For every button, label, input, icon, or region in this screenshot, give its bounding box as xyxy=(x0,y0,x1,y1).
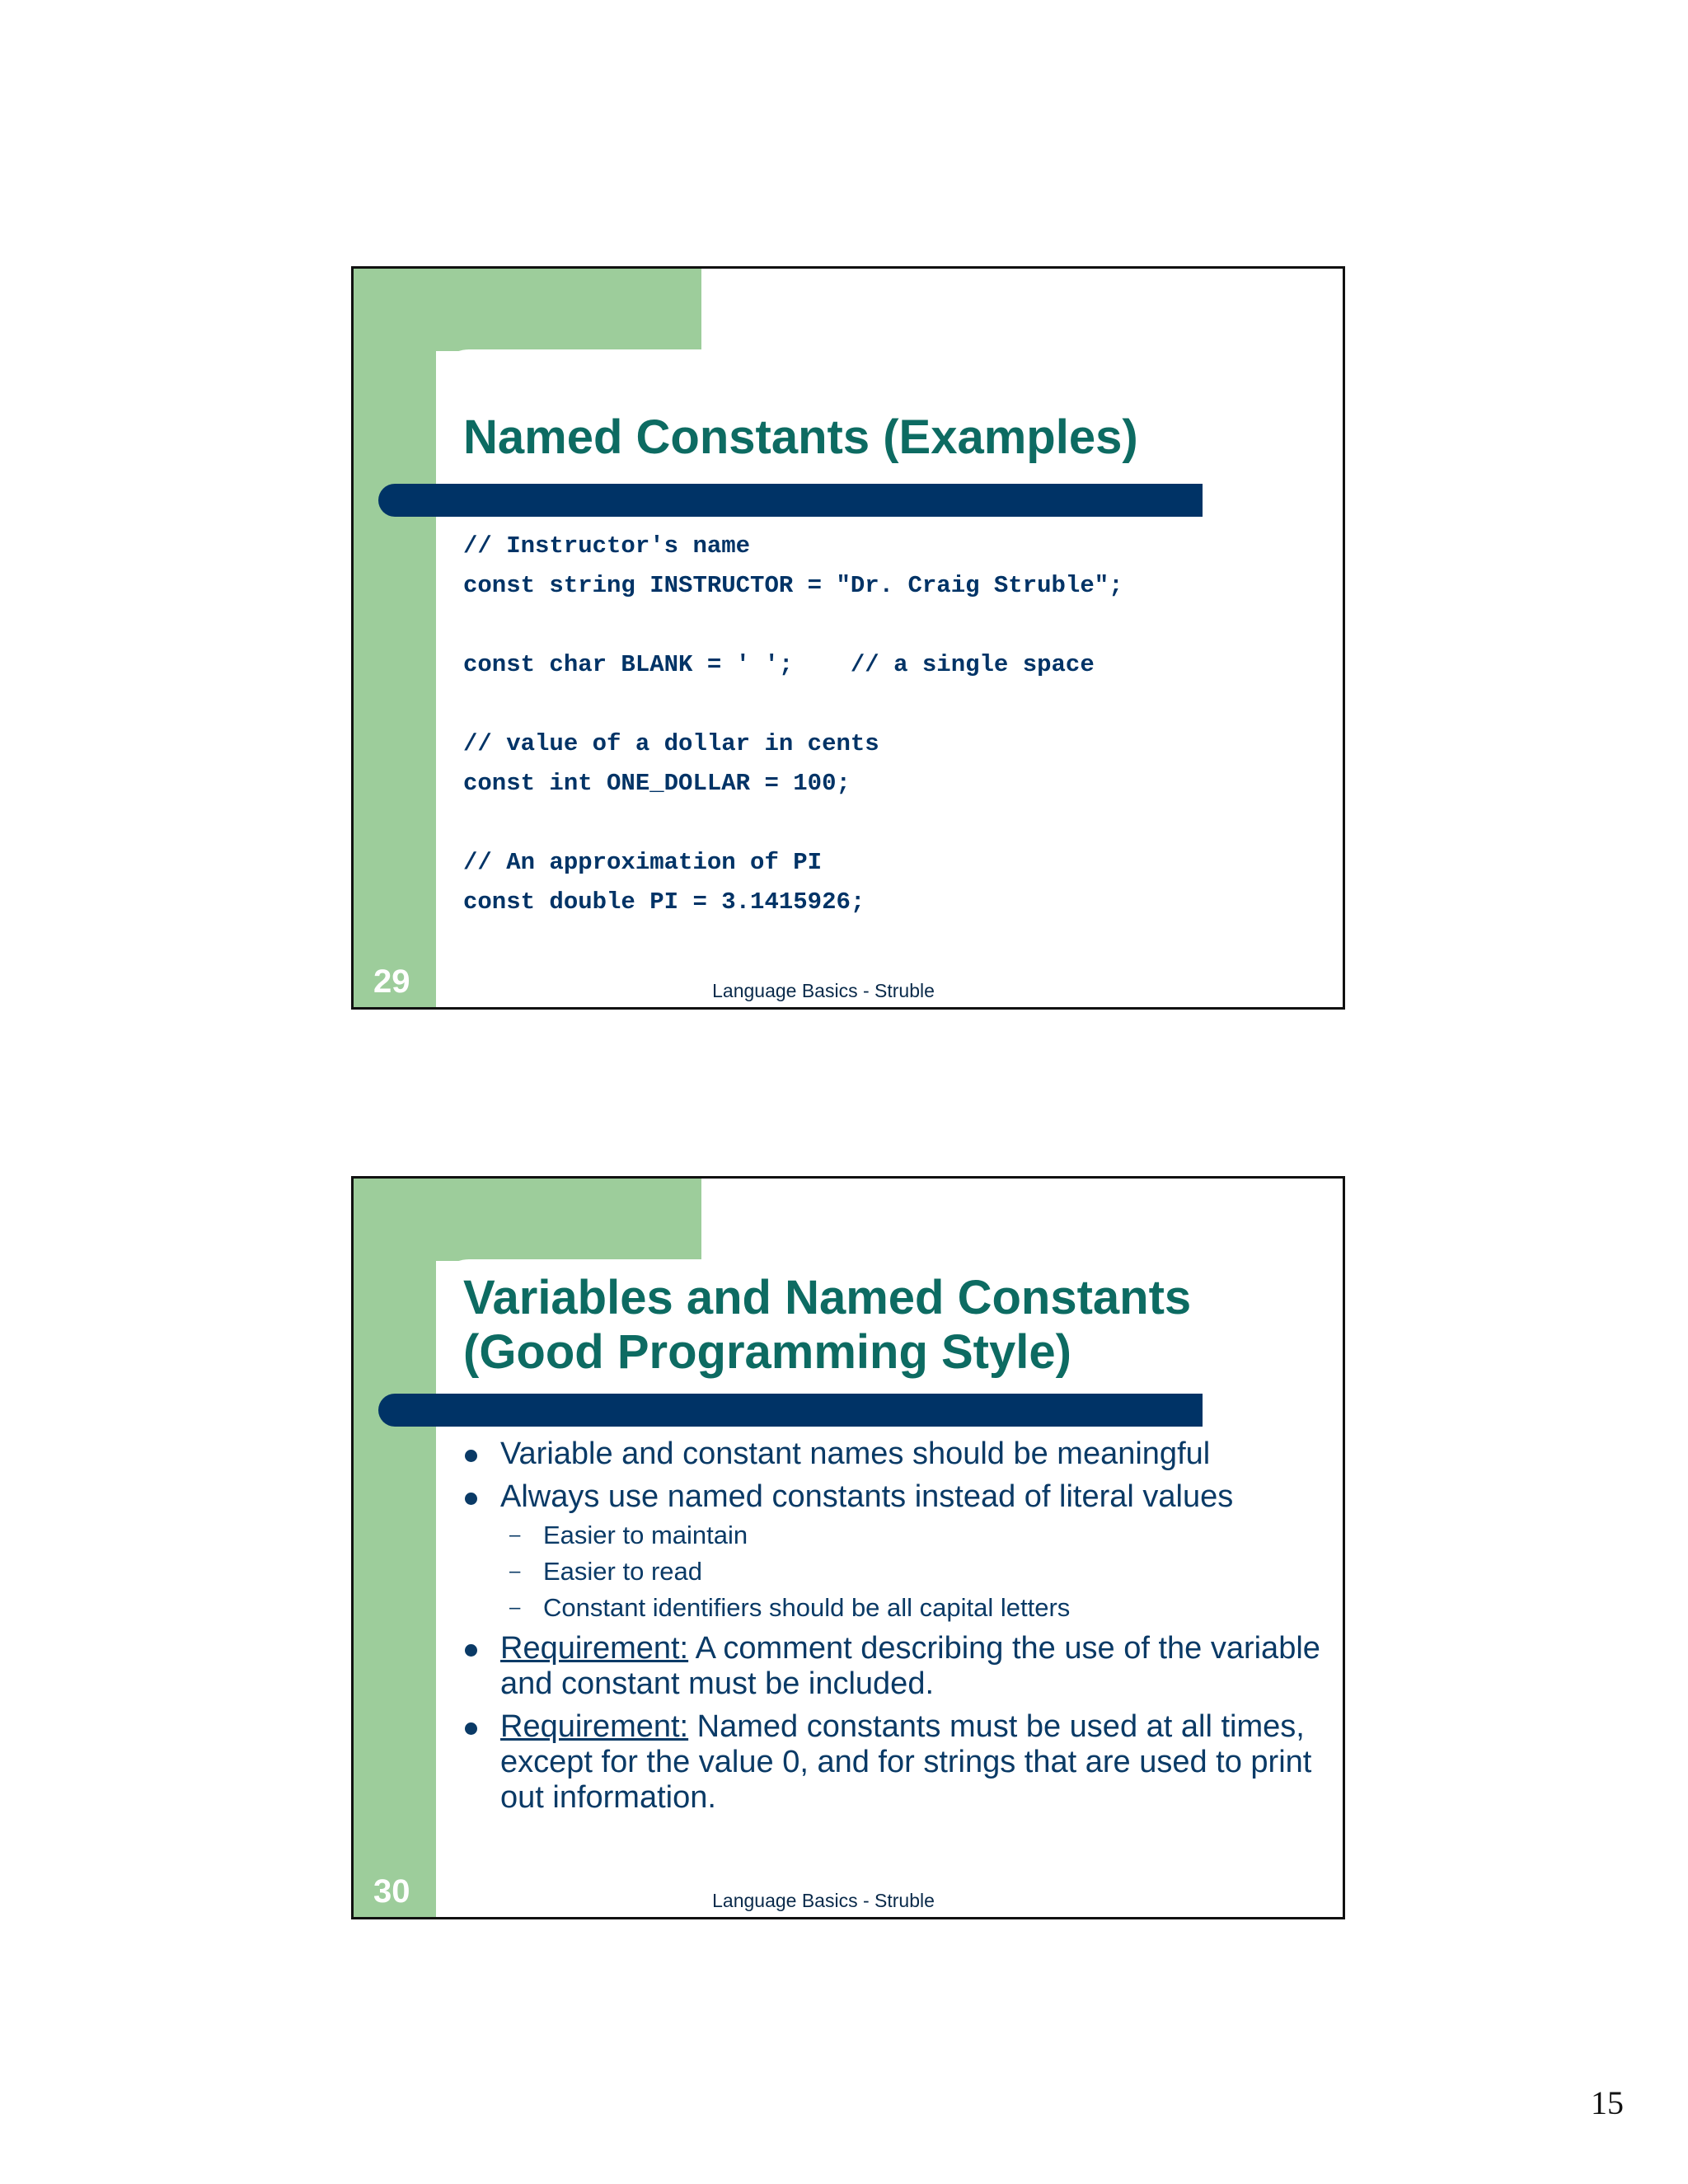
slide-footer xyxy=(354,980,1343,1002)
sub-bullet-item: – Constant identifiers should be all capital letters xyxy=(463,1590,1320,1626)
bullet-item: Always use named constants instead of literal values xyxy=(463,1479,1320,1515)
sub-bullet-group xyxy=(463,1517,1320,1626)
slide-number: 29 xyxy=(373,963,410,1000)
code-line: const string INSTRUCTOR = "Dr. Craig Struble"; xyxy=(463,572,1123,599)
sub-bullet-item: – Easier to maintain xyxy=(463,1517,1320,1554)
slide-title xyxy=(463,1271,1191,1380)
slide-29 xyxy=(351,266,1345,1010)
slide-30 xyxy=(351,1176,1345,1919)
code-line: // An approximation of PI xyxy=(463,849,823,876)
bullet-item xyxy=(463,1631,1320,1702)
requirement-text: A comment describing the use of the variable and constant must be included. xyxy=(500,1631,1320,1701)
code-line xyxy=(463,606,1123,645)
bullet-item xyxy=(463,1709,1320,1816)
sub-bullet-list xyxy=(463,1517,1320,1626)
side-bar xyxy=(354,1179,436,1917)
slide-number: 30 xyxy=(373,1873,410,1910)
code-line: const char BLANK = ' '; // a single space xyxy=(463,651,1095,678)
footer-text: Language Basics - Struble xyxy=(712,980,935,1001)
requirement-label: Requirement: xyxy=(500,1709,689,1744)
code-line: const int ONE_DOLLAR = 100; xyxy=(463,770,851,797)
title-rule xyxy=(378,1394,1203,1427)
requirement-label: Requirement: xyxy=(500,1631,689,1666)
footer-text: Language Basics - Struble xyxy=(712,1890,935,1911)
code-line: // value of a dollar in cents xyxy=(463,730,879,757)
code-line: const double PI = 3.1415926; xyxy=(463,888,865,916)
title-line-2: (Good Programming Style) xyxy=(463,1325,1071,1379)
top-tab xyxy=(354,269,701,351)
slide-title: Named Constants (Examples) xyxy=(463,410,1138,464)
requirement-text: Named constants must be used at all times, except for the value 0, and for strings that are used to print out information. xyxy=(500,1709,1312,1815)
code-line: // Instructor's name xyxy=(463,532,751,560)
top-tab xyxy=(354,1179,701,1261)
page-number: 15 xyxy=(1591,2084,1624,2121)
side-bar xyxy=(354,269,436,1007)
code-block xyxy=(463,527,1123,922)
title-rule xyxy=(378,484,1203,517)
sub-bullet-item: – Easier to read xyxy=(463,1554,1320,1590)
bullet-list xyxy=(463,1436,1320,1823)
code-line xyxy=(463,685,1123,724)
code-line xyxy=(463,804,1123,843)
title-line-1: Variables and Named Constants xyxy=(463,1271,1192,1324)
bullet-item: Variable and constant names should be meaningful xyxy=(463,1436,1320,1472)
slide-footer xyxy=(354,1890,1343,1912)
